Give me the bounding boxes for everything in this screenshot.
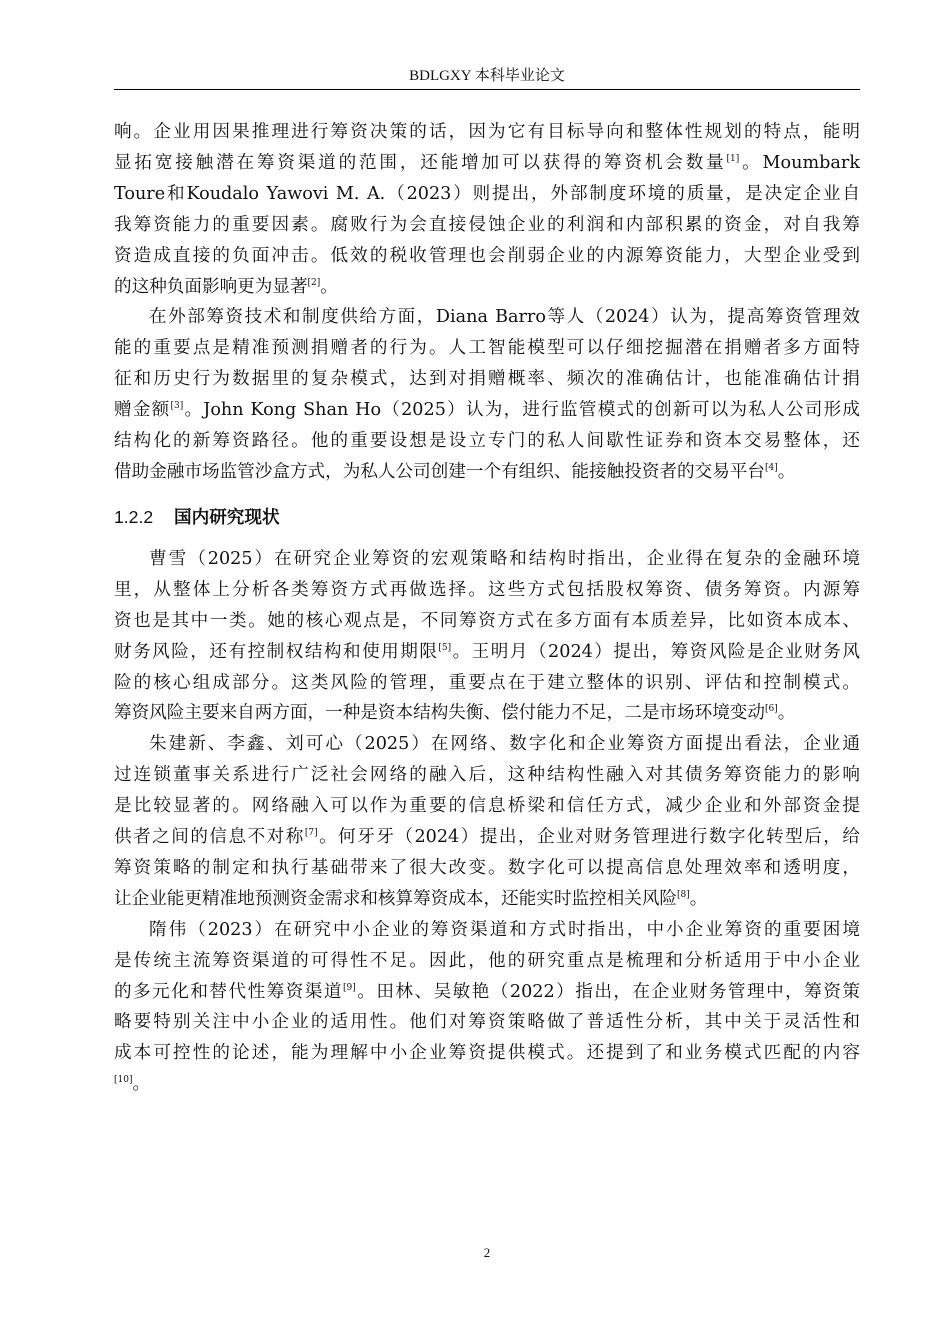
text-line: 险的核心组成部分。这类风险的管理，重要点在于建立整体的识别、评估和控制模式。 [114, 672, 860, 693]
section-title: 国内研究现状 [174, 507, 280, 528]
citation-ref: [4] [764, 462, 778, 473]
text-line: 朱建新、李鑫、刘可心（2025）在网络、数字化和企业筹资方面提出看法，企业通 [149, 734, 860, 755]
text-line: 我筹资能力的重要因素。腐败行为会直接侵蚀企业的利润和内部积累的资金，对自我筹 [114, 214, 860, 235]
citation-ref: [2] [307, 277, 321, 288]
citation-ref: [6] [764, 704, 778, 715]
text-line: 的这种负面影响更为显著[2]。 [114, 276, 338, 297]
citation-ref: [8] [677, 889, 690, 900]
text-line: 筹资风险主要来自两方面，一种是资本结构失衡、偿付能力不足，二是市场环境变动[6]。 [114, 703, 796, 724]
text-line: 借助金融市场监管沙盒方式，为私人公司创建一个有组织、能接触投资者的交易平台[4]。 [114, 461, 796, 482]
paragraph-3 [114, 544, 860, 729]
citation-ref: [5] [438, 642, 452, 653]
text-line: 资也是其中一类。她的核心观点是，不同筹资方式在多方面有本质差异，比如资本成本、 [114, 610, 860, 631]
text-line: 隋伟（2023）在研究中小企业的筹资渠道和方式时指出，中小企业筹资的重要困境 [149, 919, 860, 940]
text-line: 过连锁董事关系进行广泛社会网络的融入后，这种结构性融入对其债务筹资能力的影响 [114, 765, 860, 786]
text-line: 筹资策略的制定和执行基础带来了很大改变。数字化可以提高信息处理效率和透明度， [114, 857, 860, 878]
page-number: 2 [483, 1245, 491, 1260]
header-divider [114, 89, 860, 90]
paragraph-5 [114, 915, 860, 1100]
paragraph-1 [114, 117, 860, 302]
text-line: 略要特别关注中小企业的适用性。他们对筹资策略做了普适性分析，其中关于灵活性和 [114, 1012, 860, 1033]
text-line: 资造成直接的负面冲击。低效的税收管理也会削弱企业的内源筹资能力，大型企业受到 [114, 245, 860, 266]
text-line: 显拓宽接触潜在筹资渠道的范围，还能增加可以获得的筹资机会数量[1]。Moumbark [114, 152, 860, 173]
text-line: 是传统主流筹资渠道的可得性不足。因此，他的研究重点是梳理和分析适用于中小企业 [114, 950, 860, 971]
text-line: 曹雪（2025）在研究企业筹资的宏观策略和结构时指出，企业得在复杂的金融环境 [149, 548, 860, 569]
paragraph-4 [114, 729, 860, 914]
citation-ref: [7] [304, 828, 318, 839]
text-line: 征和历史行为数据里的复杂模式，达到对捐赠概率、频次的准确估计，也能准确估计捐 [114, 369, 860, 390]
text-line: 结构化的新筹资路径。他的重要设想是设立专门的私人间歇性证券和资本交易整体，还 [114, 431, 860, 452]
paragraph-2 [114, 302, 860, 487]
text-line: 在外部筹资技术和制度供给方面，Diana Barro等人（2024）认为，提高筹资管理效 [149, 307, 860, 328]
text-line: 供者之间的信息不对称[7]。何牙牙（2024）提出，企业对财务管理进行数字化转型后，给 [114, 827, 860, 848]
text-line: 的多元化和替代性筹资渠道[9]。田林、吴敏艳（2022）指出，在企业财务管理中，筹资策 [114, 981, 860, 1002]
text-line: Toure和Koudalo Yawovi M. A.（2023）则提出，外部制度环境的质量，是决定企业自 [114, 183, 860, 204]
page-header-title: BDLGXY 本科毕业论文 [409, 68, 565, 84]
text-line: 是比较显著的。网络融入可以作为重要的信息桥梁和信任方式，减少企业和外部资金提 [114, 796, 860, 817]
text-line: 响。企业用因果推理进行筹资决策的话，因为它有目标导向和整体性规划的特点，能明 [114, 122, 860, 142]
text-line: 成本可控性的论述，能为理解中小企业筹资提供模式。还提到了和业务模式匹配的内容 [114, 1043, 860, 1064]
citation-ref: [3] [170, 401, 184, 412]
text-line: 让企业能更精准地预测资金需求和核算筹资成本，还能实时监控相关风险[8]。 [114, 888, 708, 909]
citation-ref: [10] [114, 1075, 133, 1086]
text-line: 财务风险，还有控制权结构和使用期限[5]。王明月（2024）提出，筹资风险是企业财务风 [114, 641, 860, 662]
text-line: 赠金额[3]。John Kong Shan Ho（2025）认为，进行监管模式的创新可以为私人公司形成 [114, 400, 860, 421]
main-body [114, 117, 860, 1100]
citation-ref: [1] [726, 153, 740, 164]
citation-ref: [9] [343, 982, 356, 993]
text-line: 能的重要点是精准预测捐赠者的行为。人工智能模型可以仔细挖掘潜在捐赠者多方面特 [114, 338, 860, 359]
section-number: 1.2.2 [114, 506, 154, 527]
text-line: [10]。 [114, 1074, 151, 1095]
section-heading [114, 502, 860, 533]
text-line: 里，从整体上分析各类筹资方式再做选择。这些方式包括股权筹资、债务筹资。内源筹 [114, 579, 860, 600]
